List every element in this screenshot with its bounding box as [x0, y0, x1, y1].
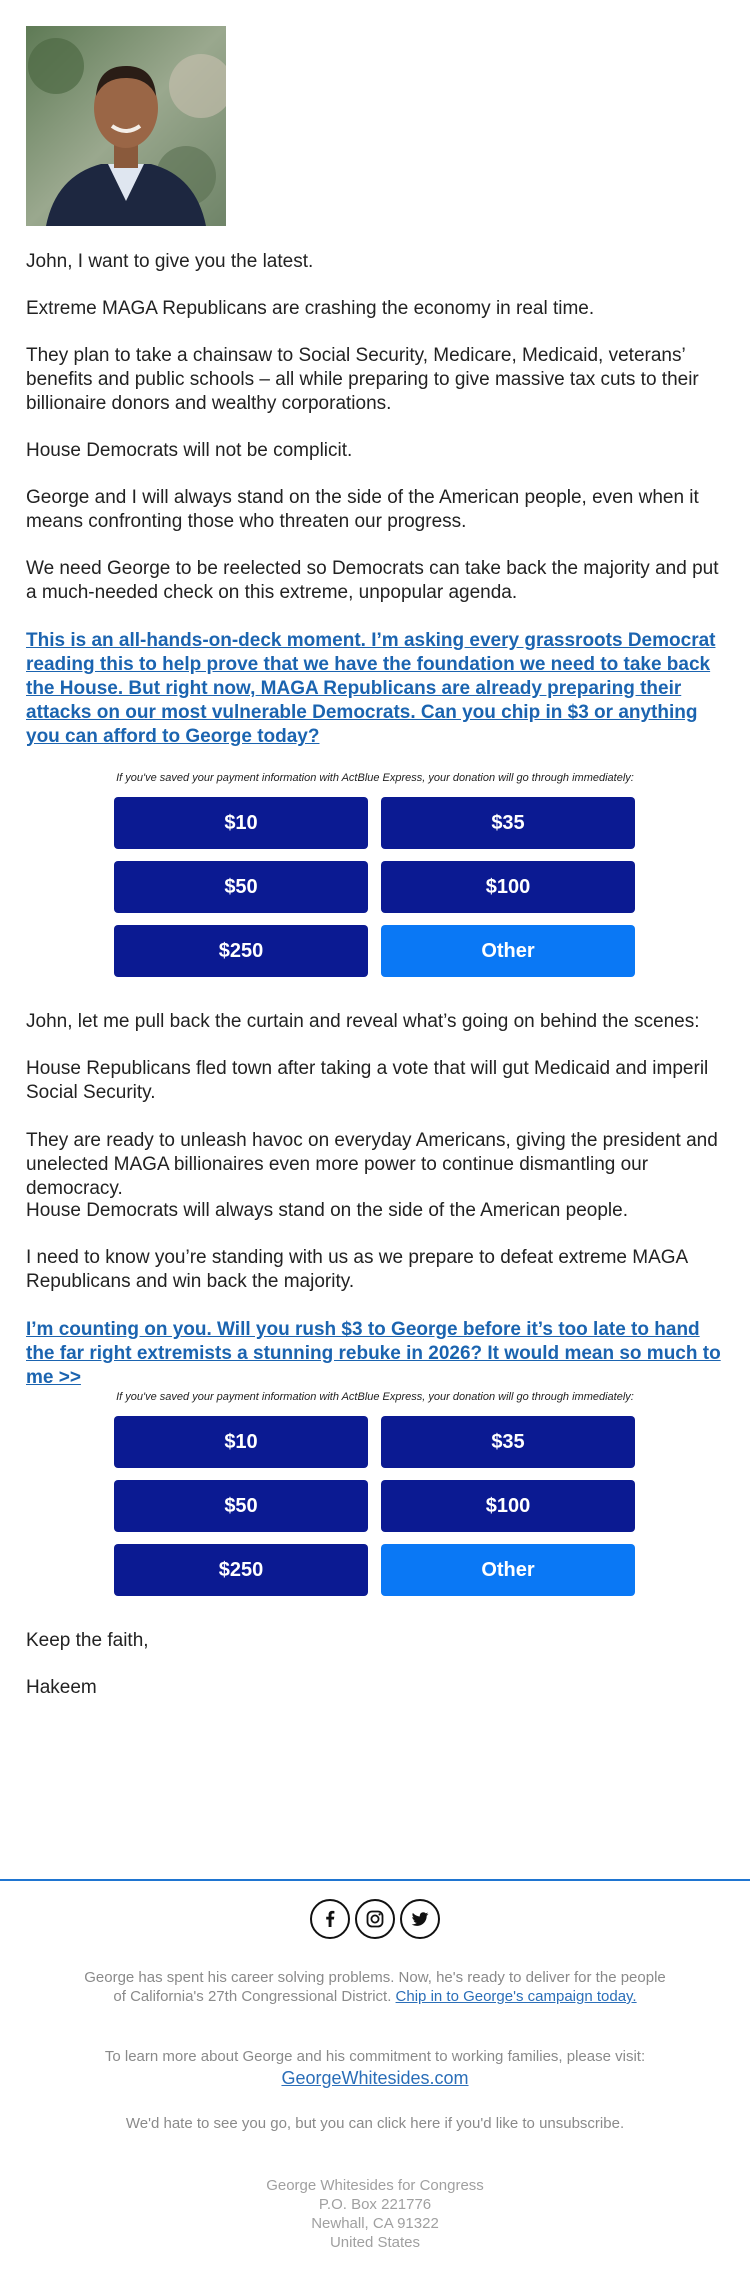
portrait-image: [26, 26, 226, 226]
body-paragraph-7: John, let me pull back the curtain and reveal what’s going on behind the scenes:: [26, 1011, 700, 1032]
twitter-icon[interactable]: [400, 1899, 440, 1939]
candidate-photo: [26, 26, 226, 226]
facebook-icon[interactable]: [310, 1899, 350, 1939]
footer-chip-in-link[interactable]: Chip in to George's campaign today.: [395, 1988, 637, 2005]
instagram-icon[interactable]: [355, 1899, 395, 1939]
address-line-2: P.O. Box 221776: [318, 2196, 432, 2213]
donate-other-button[interactable]: Other: [381, 925, 635, 977]
footer-blurb-text: George has spent his career solving problems. Now, he's ready to deliver for the people of California's 27th Congressional District.: [84, 1969, 666, 2005]
body-paragraph-4: House Democrats will not be complicit.: [26, 440, 353, 461]
donate-250-button[interactable]: $250: [114, 925, 368, 977]
body-paragraph-8: House Republicans fled town after taking a vote that will gut Medicaid and imperil Social Security.: [26, 1058, 709, 1103]
body-paragraph-1: John, I want to give you the latest.: [26, 251, 314, 272]
footer-blurb: [80, 1968, 670, 2006]
unsubscribe-link[interactable]: We'd hate to see you go, but you can click here if you'd like to unsubscribe.: [125, 2115, 625, 2132]
body-paragraph-6: We need George to be reelected so Democrats can take back the majority and put a much-needed check on this extreme, unpopular agenda.: [26, 558, 719, 603]
donate-50-button-2[interactable]: $50: [114, 1480, 368, 1532]
footer-divider: [0, 1879, 750, 1881]
donate-10-button-2[interactable]: $10: [114, 1416, 368, 1468]
signature: Hakeem: [26, 1677, 97, 1698]
closing-line: Keep the faith,: [26, 1630, 149, 1651]
campaign-website-link[interactable]: GeorgeWhitesides.com: [281, 2068, 469, 2088]
body-paragraph-2: Extreme MAGA Republicans are crashing the economy in real time.: [26, 298, 595, 319]
donate-250-button-2[interactable]: $250: [114, 1544, 368, 1596]
actblue-note-2: If you've saved your payment information with ActBlue Express, your donation will go through immediately:: [116, 1391, 634, 1403]
body-paragraph-5: George and I will always stand on the side of the American people, even when it means confronting those who threaten our progress.: [26, 487, 699, 532]
address-line-1: George Whitesides for Congress: [266, 2177, 484, 2194]
donation-appeal-link-2[interactable]: I’m counting on you. Will you rush $3 to George before it’s too late to hand the far right extremists a stunning rebuke in 2026? It would mean so much to me >>: [26, 1319, 721, 1388]
donate-100-button-2[interactable]: $100: [381, 1480, 635, 1532]
body-paragraph-10: House Democrats will always stand on the side of the American people.: [26, 1200, 628, 1221]
donate-10-button[interactable]: $10: [114, 797, 368, 849]
donate-other-button-2[interactable]: Other: [381, 1544, 635, 1596]
donate-35-button[interactable]: $35: [381, 797, 635, 849]
donate-100-button[interactable]: $100: [381, 861, 635, 913]
footer-learn-more: To learn more about George and his commitment to working families, please visit:: [104, 2048, 646, 2065]
address-line-4: United States: [329, 2234, 421, 2251]
donate-35-button-2[interactable]: $35: [381, 1416, 635, 1468]
body-paragraph-3: They plan to take a chainsaw to Social Security, Medicare, Medicaid, veterans’ benefits and public schools – all while preparing to give massive tax cuts to their billionaire donors and wealthy corporations.: [26, 345, 699, 414]
donate-50-button[interactable]: $50: [114, 861, 368, 913]
donation-appeal-link-1[interactable]: This is an all-hands-on-deck moment. I’m asking every grassroots Democrat reading this to help prove that we have the foundation we need to take back the House. But right now, MAGA Republicans are already preparing their attacks on our most vulnerable Democrats. Can you chip in $3 or anything you can afford to George today?: [26, 630, 716, 747]
address-line-3: Newhall, CA 91322: [311, 2215, 439, 2232]
actblue-note-1: If you've saved your payment information with ActBlue Express, your donation will go through immediately:: [116, 772, 634, 784]
body-paragraph-9: They are ready to unleash havoc on everyday Americans, giving the president and unelected MAGA billionaires even more power to continue dismantling our democracy.: [26, 1130, 718, 1199]
body-paragraph-11: I need to know you’re standing with us as we prepare to defeat extreme MAGA Republicans and win back the majority.: [26, 1247, 688, 1292]
